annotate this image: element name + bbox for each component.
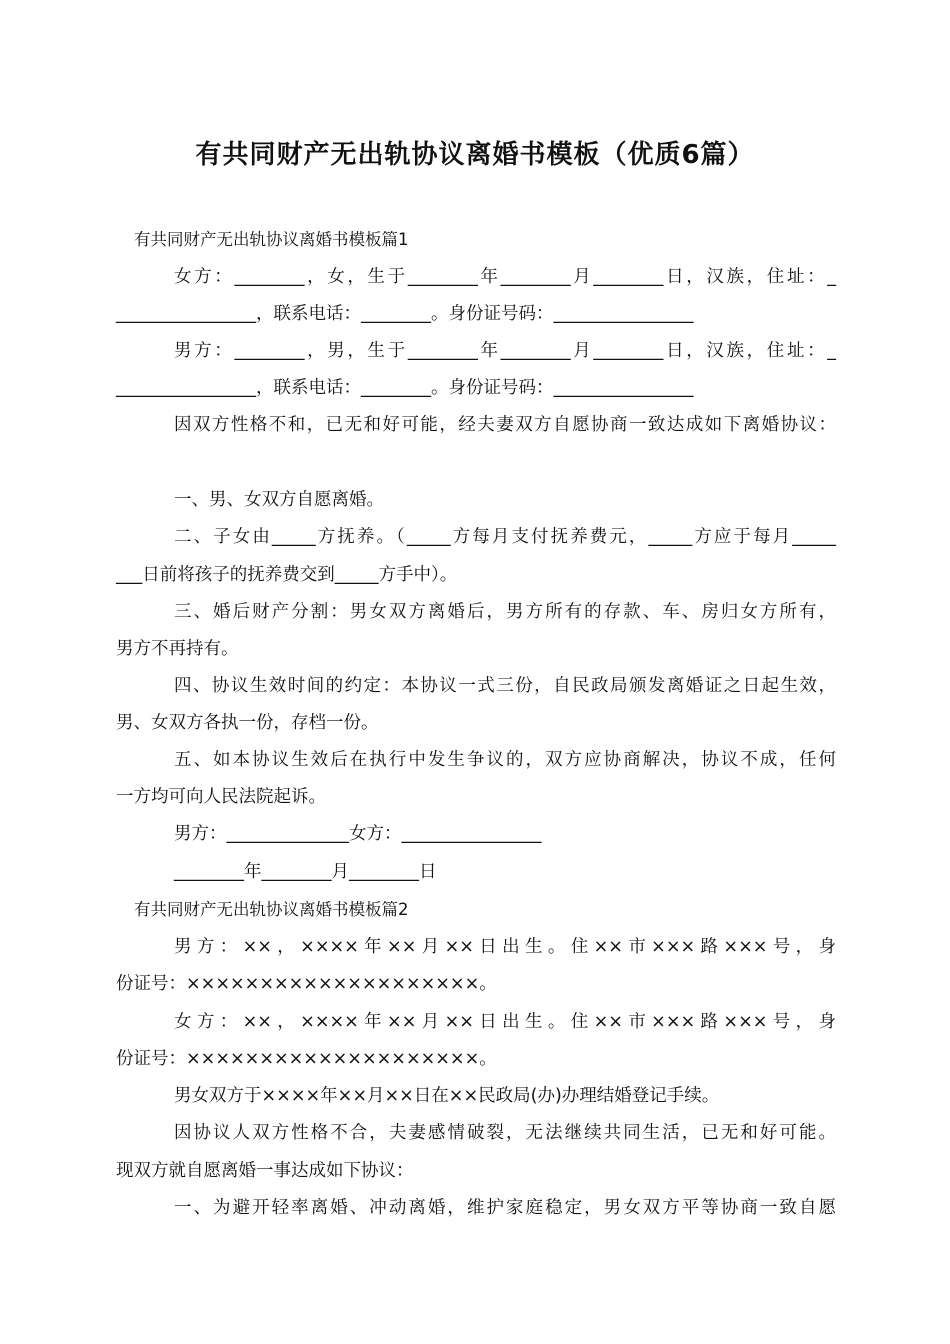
- paragraph-line: 五、如本协议生效后在执行中发生争议的，双方应协商解决，协议不成，任何: [174, 750, 836, 770]
- paragraph-line: 四、协议生效时间的约定：本协议一式三份，自民政局颁发离婚证之日起生效，: [174, 676, 836, 696]
- paragraph-line: 一方均可向人民法院起诉。: [116, 787, 326, 807]
- paragraph-line: 现双方就自愿离婚一事达成如下协议：: [116, 1161, 414, 1181]
- date-line: ________年________月________日: [174, 862, 437, 882]
- paragraph-line: 男方不再持有。: [116, 639, 239, 659]
- paragraph-line: 因协议人双方性格不合，夫妻感情破裂，无法继续共同生活，已无和好可能。: [174, 1123, 836, 1143]
- signature-line: 男方：______________女方：________________: [174, 824, 542, 844]
- paragraph-line: 份证号：××××××××××××××××××××。: [116, 974, 497, 994]
- paragraph-line: 男方：××，××××年××月××日出生。住××市×××路×××号，身: [174, 937, 836, 957]
- paragraph-line: 一、男、女双方自愿离婚。: [174, 490, 384, 510]
- paragraph-line: 女方：________，女，生于________年________月________日，汉族，住址：_: [174, 267, 836, 287]
- paragraph-line: ________________，联系电话：________。身份证号码：________________: [116, 378, 694, 398]
- paragraph-line: 三、婚后财产分割：男女双方离婚后，男方所有的存款、车、房归女方所有，: [174, 602, 836, 622]
- paragraph-line: 男、女双方各执一份，存档一份。: [116, 713, 379, 733]
- paragraph-line: 女方：××，××××年××月××日出生。住××市×××路×××号，身: [174, 1012, 836, 1032]
- paragraph-line: ________________，联系电话：________。身份证号码：________________: [116, 304, 694, 324]
- paragraph-line: 男方：________，男，生于________年________月________日，汉族，住址：_: [174, 341, 836, 361]
- paragraph-line: 一、为避开轻率离婚、冲动离婚，维护家庭稳定，男女双方平等协商一致自愿: [174, 1198, 836, 1218]
- paragraph-line: 因双方性格不和，已无和好可能，经夫妻双方自愿协商一致达成如下离婚协议：: [174, 415, 836, 435]
- paragraph-line: 二、子女由_____方抚养。（_____方每月支付抚养费元，_____方应于每月_____: [174, 527, 836, 547]
- paragraph-line: 份证号：××××××××××××××××××××。: [116, 1049, 497, 1069]
- section-heading-2: 有共同财产无出轨协议离婚书模板篇2: [134, 900, 409, 919]
- paragraph-line: ___日前将孩子的抚养费交到_____方手中）。: [116, 565, 458, 585]
- section-heading-1: 有共同财产无出轨协议离婚书模板篇1: [134, 230, 409, 249]
- paragraph-line: 男女双方于××××年××月××日在××民政局(办)办理结婚登记手续。: [174, 1086, 720, 1106]
- document-title: 有共同财产无出轨协议离婚书模板（优质6篇）: [195, 140, 755, 170]
